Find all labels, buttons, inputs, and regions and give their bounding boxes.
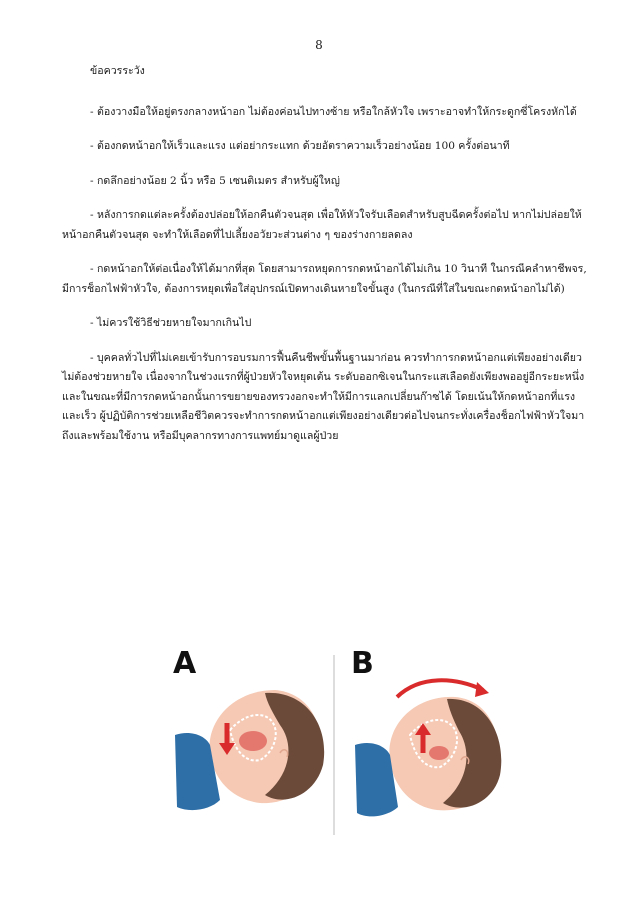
panel-b-tilt-arrow-head-icon	[475, 682, 489, 697]
panel-b-label: B	[351, 646, 374, 681]
panel-a-head	[175, 690, 324, 810]
panel-a-label: A	[173, 646, 197, 681]
caution-item-6: - ไม่ควรใช้วิธีช่วยหายใจมากเกินไป	[90, 317, 252, 329]
panel-b-tilt-arrow	[397, 680, 483, 697]
section-heading: ข้อควรระวัง	[90, 65, 145, 77]
panel-b-tongue	[429, 746, 449, 760]
caution-item-7: - บุคคลทั่วไปที่ไม่เคยเข้ารับการอบรมการฟื้นคืนชีพขั้นพื้นฐานมาก่อน ควรทำการกดหน้าอกแต่เพียงอย่างเดียว ไม่ต้องช่วยหายใจ เนื่องจากในช่วงแรกที่ผู้ป่วยหัวใจหยุดเต้น ระดับออกซิเจนในกระแสเลือดยังเพียงพออยู่อีกระยะหนึ่ง และในขณะที่มีการกดหน้าอกนั้นการขยายของทรวงอกจะทำให้มีการแลกเปลี่ยนก๊าซได้ โดยเน้นให้กดหน้าอกที่แรงและเร็ว ผู้ปฏิบัติการช่วยเหลือชีวิตควรจะทำการกดหน้าอกแต่เพียงอย่างเดียวต่อไปจนกระทั่งเครื่องช็อกไฟฟ้าหัวใจมาถึงและพร้อมใช้งาน หรือมีบุคลากรทางการแพทย์มาดูแลผู้ป่วย	[62, 351, 585, 442]
caution-item-5: - กดหน้าอกให้ต่อเนื่องให้ได้มากที่สุด โดยสามารถหยุดการกดหน้าอกได้ไม่เกิน 10 วินาที ในกรณีคลำหาชีพจร, มีการช็อกไฟฟ้าหัวใจ, ต้องการหยุดเพื่อใส่อุปกรณ์เปิดทางเดินหายใจขั้นสูง (ในกรณีที่ใส่ในขณะกดหน้าอกไม่ได้)	[62, 263, 587, 295]
caution-item-2: - ต้องกดหน้าอกให้เร็วและแรง แต่อย่ากระแทก ด้วยอัตราความเร็วอย่างน้อย 100 ครั้งต่อนาที	[90, 140, 510, 152]
airway-illustration	[165, 635, 505, 835]
caution-item-1: - ต้องวางมือให้อยู่ตรงกลางหน้าอก ไม่ต้องค่อนไปทางซ้าย หรือใกล้หัวใจ เพราะอาจทำให้กระดูกซี่โครงหักได้	[90, 105, 577, 118]
panel-a-tongue	[239, 731, 267, 751]
page-number: 8	[315, 38, 323, 52]
panel-b-head	[355, 680, 501, 816]
caution-item-4: - หลังการกดแต่ละครั้งต้องปล่อยให้อกคืนตัวจนสุด เพื่อให้หัวใจรับเลือดสำหรับสูบฉีดครั้งต่อไป หากไม่ปล่อยให้หน้าอกคืนตัวจนสุด จะทำให้เลือดที่ไปเลี้ยงอวัยวะส่วนต่าง ๆ ของร่างกายลดลง	[62, 209, 582, 241]
caution-item-3: - กดลึกอย่างน้อย 2 นิ้ว หรือ 5 เซนติเมตร สำหรับผู้ใหญ่	[90, 174, 340, 187]
page-content	[62, 62, 590, 446]
airway-illustration-svg	[165, 635, 505, 835]
